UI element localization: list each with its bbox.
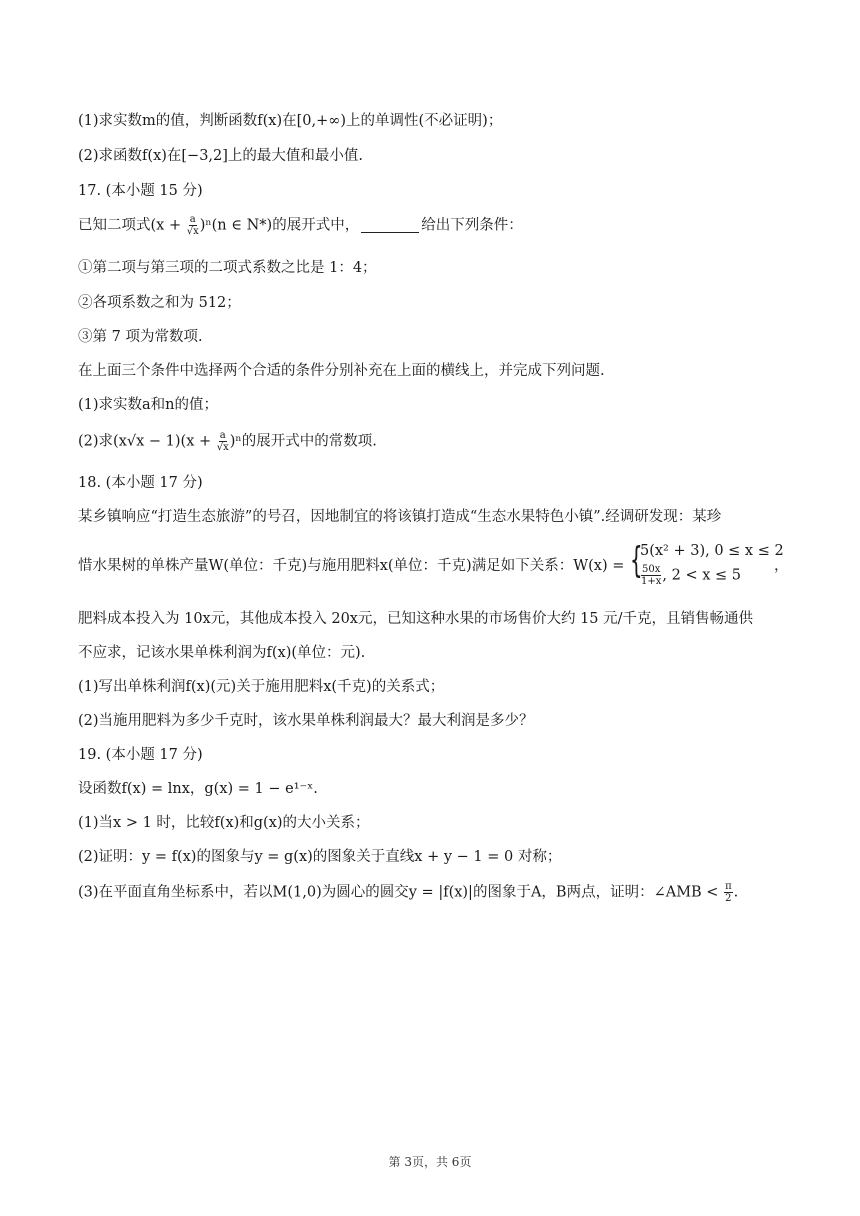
q17-intro-mid: )ⁿ(n ∈ N*)的展开式中，: [199, 217, 360, 234]
q17-part1: (1)求实数a和n的值；: [78, 397, 219, 413]
q17-part2-post: )ⁿ的展开式中的常数项.: [229, 433, 377, 450]
frac-den: 1+x: [641, 576, 662, 587]
q17-part2: [78, 430, 377, 453]
condition-2: ②各项系数之和为 512；: [78, 295, 241, 311]
frac-den: 2: [725, 893, 732, 904]
q18-comma: ，: [774, 558, 789, 574]
condition-3: ③第 7 项为常数项.: [78, 329, 203, 345]
frac-den: √x: [186, 226, 199, 237]
q18-heading: 18. (本小题 17 分): [78, 475, 203, 491]
q19-part3-post: .: [733, 884, 739, 901]
q17-intro: [78, 214, 523, 237]
piece-2-condition: , 2 < x ≤ 5: [662, 567, 741, 584]
piece-2: [640, 564, 741, 587]
pi-over-two: [724, 881, 733, 904]
q19-part2: (2)证明：y = f(x)的图象与y = g(x)的图象关于直线x + y − 1 = 0 对称；: [78, 849, 562, 865]
q19-part3-pre: (3)在平面直角坐标系中，若以M(1,0)为圆心的圆交y = |f(x)|的图象于A，B两点，证明：∠AMB <: [78, 884, 724, 901]
choose-instruction: 在上面三个条件中选择两个合适的条件分别补充在上面的横线上，并完成下列问题.: [78, 363, 605, 379]
q18-text-d: 不应求，记该水果单株利润为f(x)(单位：元).: [78, 645, 366, 661]
q17-part2-pre: (2)求(x√x − 1)(x +: [78, 433, 216, 450]
a-over-sqrt-x-2: [217, 430, 229, 453]
q17-heading: 17. (本小题 15 分): [78, 183, 203, 199]
q19-definition: 设函数f(x) = lnx，g(x) = 1 − e¹⁻ˣ.: [78, 781, 318, 797]
condition-1: ①第二项与第三项的二项式系数之比是 1：4；: [78, 260, 377, 276]
frac-num: a: [189, 214, 196, 225]
q19-part1: (1)当x > 1 时，比较f(x)和g(x)的大小关系；: [78, 815, 370, 831]
q18-text-b: 惜水果树的单株产量W(单位：千克)与施用肥料x(单位：千克)满足如下关系：W(x) =: [78, 558, 625, 574]
a-over-sqrt-x: [187, 214, 199, 237]
q18-text-c: 肥料成本投入为 10x元，其他成本投入 20x元，已知这种水果的市场售价大约 15 元/千克，且销售畅通供: [78, 611, 754, 627]
frac-num: 50x: [642, 564, 661, 575]
fifty-x-over-one-plus-x: [641, 564, 661, 587]
page-footer: 第 3页，共 6页: [388, 1155, 472, 1169]
piecewise-brace: {: [630, 540, 643, 581]
frac-num: a: [219, 430, 226, 441]
piece-1: 5(x² + 3), 0 ≤ x ≤ 2: [640, 543, 784, 559]
q19-part3: [78, 881, 738, 904]
q18-text-a: 某乡镇响应“打造生态旅游”的号召，因地制宜的将该镇打造成“生态水果特色小镇”.经调研发现：某珍: [78, 509, 722, 525]
q16-part1: (1)求实数m的值，判断函数f(x)在[0,+∞)上的单调性(不必证明)；: [78, 113, 503, 129]
q18-part1: (1)写出单株利润f(x)(元)关于施用肥料x(千克)的关系式；: [78, 679, 445, 695]
frac-num: π: [725, 881, 732, 892]
q16-part2: (2)求函数f(x)在[−3,2]上的最大值和最小值.: [78, 148, 364, 164]
frac-den: √x: [216, 442, 229, 453]
q17-intro-post: 给出下列条件：: [421, 217, 523, 234]
q18-part2: (2)当施用肥料为多少千克时，该水果单株利润最大？最大利润是多少？: [78, 713, 534, 729]
q19-heading: 19. (本小题 17 分): [78, 747, 203, 763]
q17-intro-pre: 已知二项式(x +: [78, 217, 186, 234]
answer-blank: [361, 218, 419, 233]
